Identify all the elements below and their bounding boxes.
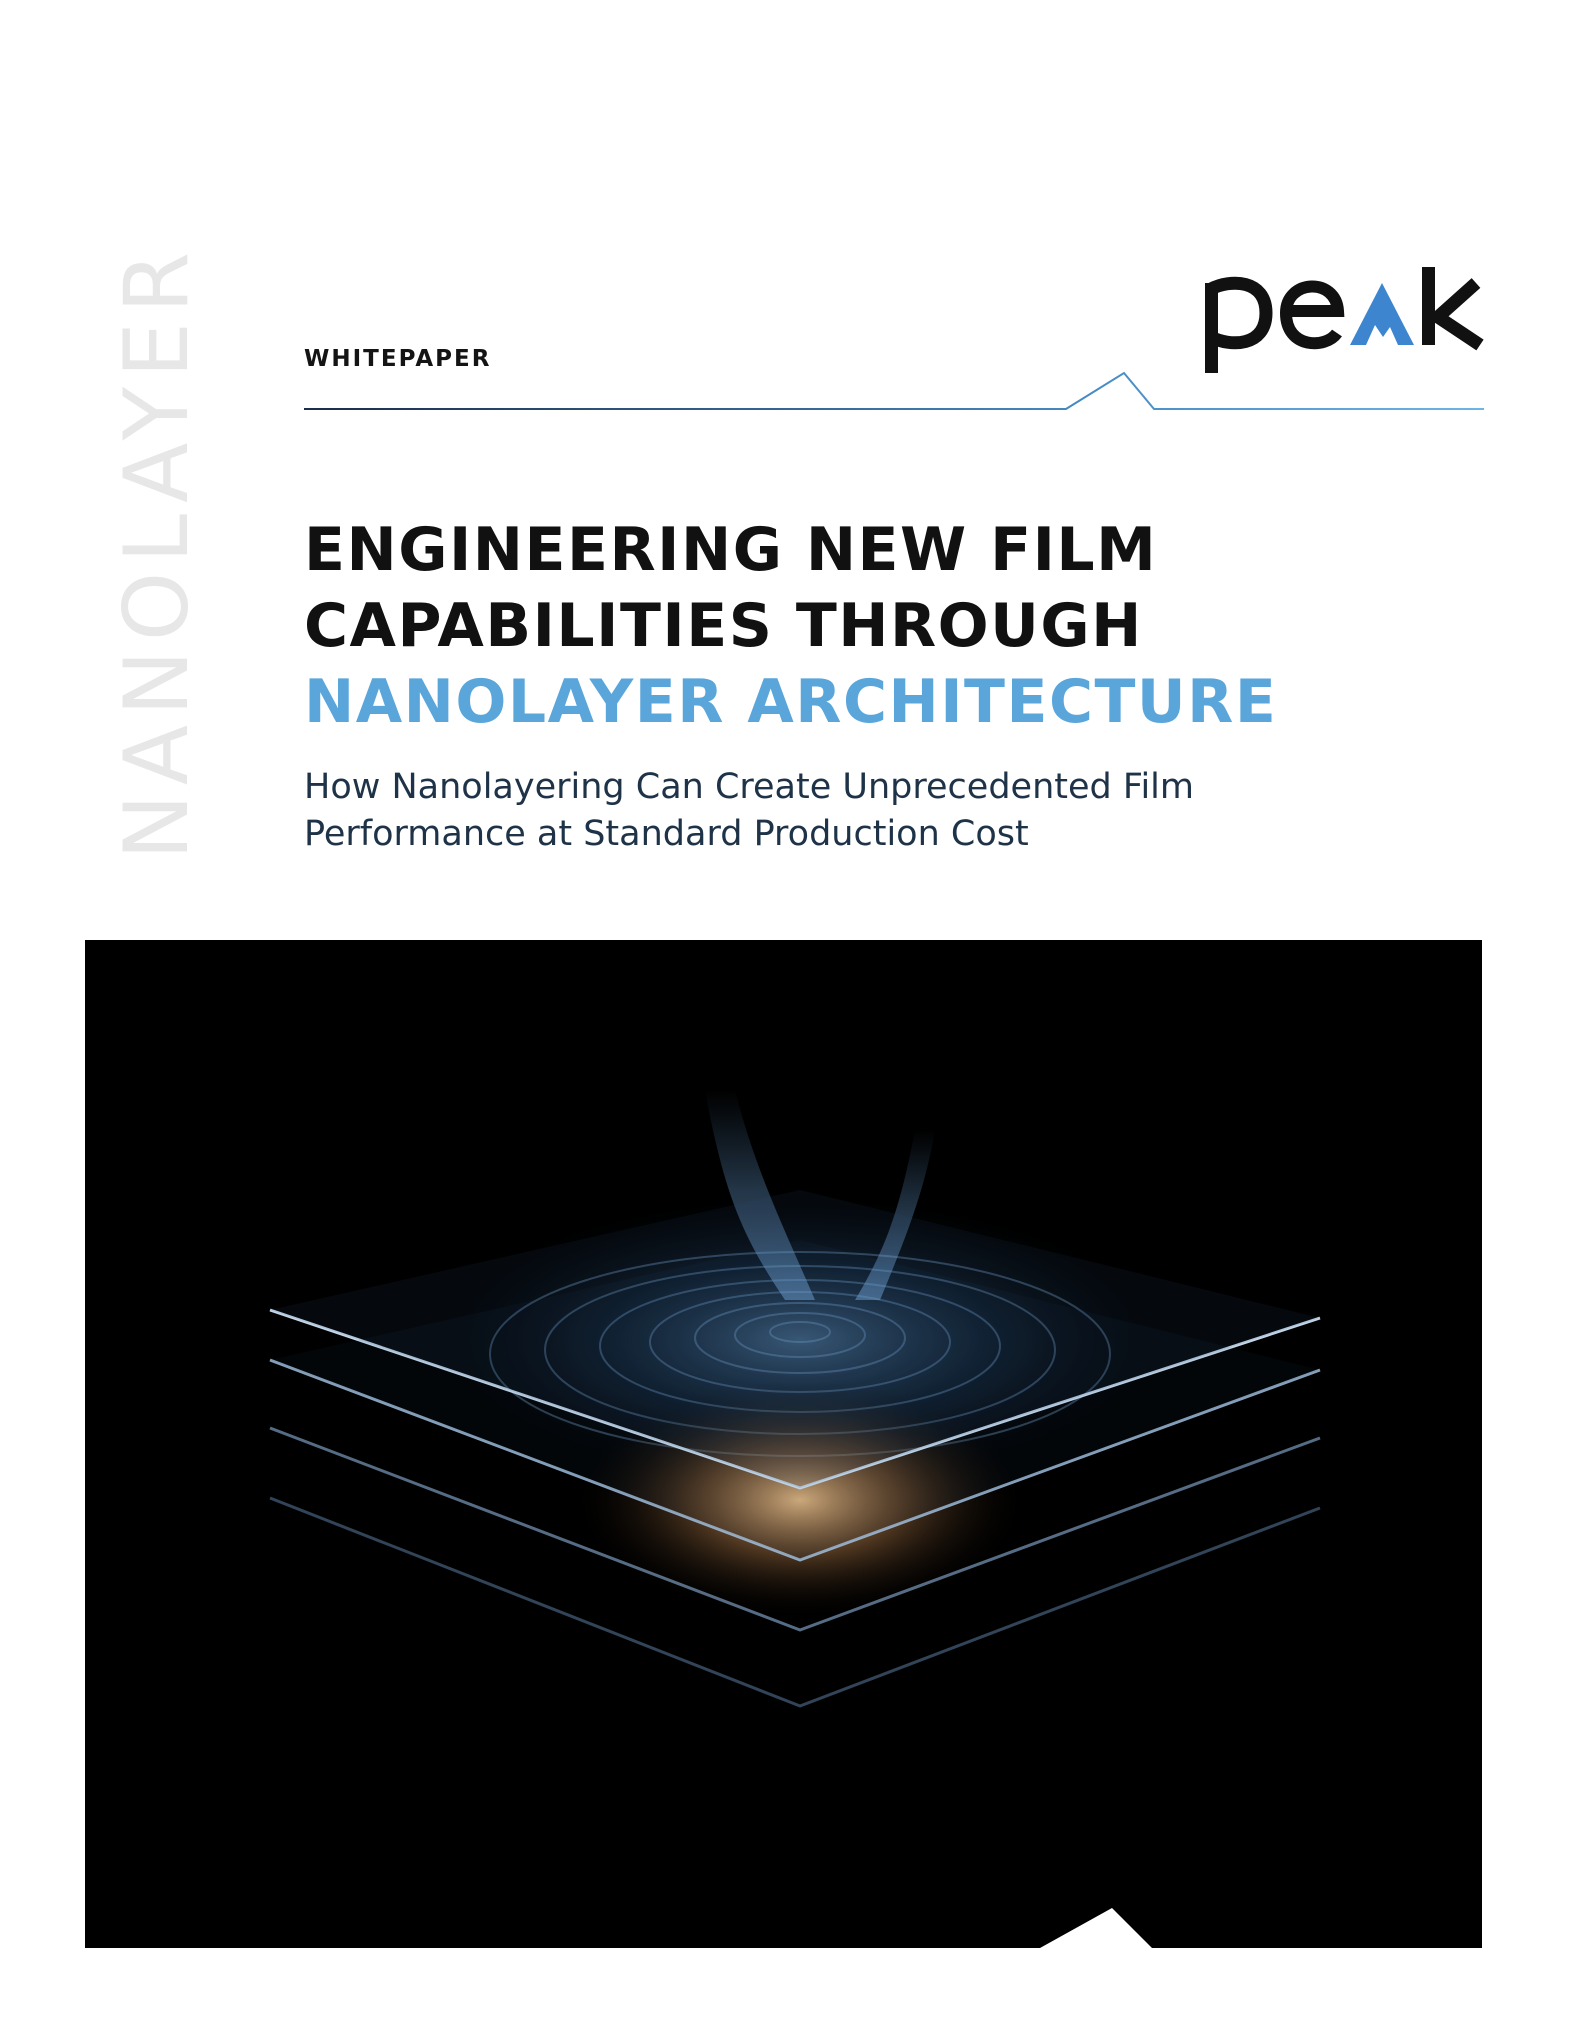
- logo-letter-p-stem: [1205, 283, 1218, 373]
- title-line-2: CAPABILITIES THROUGH: [304, 591, 1143, 661]
- subtitle-line-2: Performance at Standard Production Cost: [304, 814, 1029, 854]
- document-type-label: WHITEPAPER: [304, 346, 492, 372]
- logo-letter-p-bowl: [1211, 283, 1266, 343]
- hero-image: [85, 940, 1482, 1948]
- side-watermark: NANOLAYER: [105, 242, 208, 860]
- logo-letter-k-arms: [1438, 283, 1480, 345]
- peak-notch-shape: [1040, 1904, 1170, 1948]
- mountain-icon: [1350, 283, 1414, 345]
- logo-letter-k-stem: [1422, 267, 1435, 345]
- peak-logo: [1200, 265, 1490, 375]
- header-rule: [304, 365, 1484, 415]
- document-subtitle: [304, 764, 1304, 858]
- subtitle-line-1: How Nanolayering Can Create Unprecedented Film: [304, 767, 1194, 807]
- document-title: [304, 512, 1424, 740]
- title-line-1: ENGINEERING NEW FILM: [304, 515, 1158, 585]
- nanolayer-stack-illustration: [85, 940, 1482, 1948]
- logo-letter-e: [1286, 286, 1338, 343]
- title-line-3: NANOLAYER ARCHITECTURE: [304, 667, 1278, 737]
